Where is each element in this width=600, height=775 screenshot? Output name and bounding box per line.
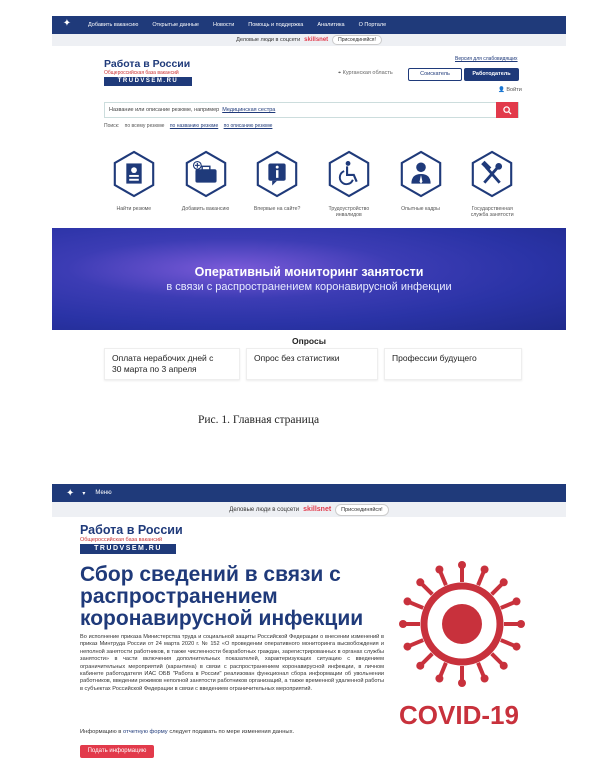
top-nav bbox=[52, 16, 566, 34]
resume-icon bbox=[110, 150, 158, 198]
report-form-link[interactable]: отчетную форму bbox=[123, 729, 168, 735]
search-example-link[interactable]: Медицинская сестра bbox=[222, 107, 276, 113]
virus-spike-tip bbox=[513, 643, 521, 651]
virus-spike-tip bbox=[517, 620, 525, 628]
top-nav-2 bbox=[52, 484, 566, 502]
poll-card-line1: Опрос без статистики bbox=[254, 353, 340, 363]
virus-spike-tip bbox=[500, 578, 508, 586]
coat-of-arms-icon[interactable]: ✦ bbox=[62, 18, 72, 29]
virus-spike-tip bbox=[416, 578, 424, 586]
brand-subtitle: Общероссийская база вакансий bbox=[80, 537, 163, 543]
label-line-1: Государственная bbox=[471, 206, 513, 212]
search-placeholder: Название или описание резюме, например bbox=[109, 107, 220, 113]
quick-link-experienced-staff[interactable] bbox=[385, 150, 457, 218]
quick-link-label bbox=[456, 206, 528, 218]
virus-spike bbox=[492, 654, 502, 664]
label-line-1: Трудоустройство bbox=[328, 206, 370, 212]
promo-text: Деловые люди в соцсети bbox=[236, 37, 301, 43]
virus-spike-tip bbox=[481, 675, 489, 683]
user-icon: 👤 bbox=[498, 87, 505, 93]
virus-spike bbox=[501, 603, 514, 608]
nav-add-vacancy[interactable]: Добавить вакансию bbox=[88, 22, 139, 28]
join-button[interactable]: Присоединяйся! bbox=[332, 35, 382, 45]
search-option-description[interactable]: по описанию резюме bbox=[223, 123, 273, 129]
virus-spike-tip bbox=[481, 565, 489, 573]
quick-link-disabled-employment[interactable] bbox=[313, 150, 385, 218]
virus-spike bbox=[478, 572, 483, 585]
heading-line-2: распространением bbox=[80, 585, 278, 608]
heading-line-1: Сбор сведений в связи с bbox=[80, 563, 341, 586]
nav-help[interactable]: Помощь и поддержка bbox=[248, 22, 304, 28]
quick-link-find-resume[interactable] bbox=[98, 150, 170, 218]
quick-link-label: Найти резюме bbox=[116, 206, 152, 212]
quick-link-label bbox=[313, 206, 385, 218]
virus-spike bbox=[441, 663, 446, 676]
brand-domain: TRUDVSEM.RU bbox=[104, 77, 192, 86]
poll-card[interactable] bbox=[246, 348, 378, 380]
heading-line-3: коронавирусной инфекции bbox=[80, 607, 364, 630]
search-icon bbox=[503, 106, 512, 115]
quick-link-employment-service[interactable] bbox=[456, 150, 528, 218]
page-heading bbox=[80, 564, 380, 630]
search-options-label: Поиск: bbox=[104, 123, 120, 129]
virus-spike-tip bbox=[403, 643, 411, 651]
virus-spike-tip bbox=[458, 561, 466, 569]
note-pre: Информацию в bbox=[80, 729, 122, 735]
briefcase-add-icon bbox=[182, 150, 230, 198]
search-input[interactable] bbox=[104, 102, 519, 118]
virus-core bbox=[442, 604, 482, 644]
search-option-title[interactable]: по названию резюме bbox=[169, 123, 219, 129]
nav-analytics[interactable]: Аналитика bbox=[317, 22, 345, 28]
person-icon bbox=[397, 150, 445, 198]
report-note bbox=[80, 729, 294, 735]
chevron-down-icon[interactable]: ▾ bbox=[82, 490, 86, 497]
employer-button[interactable]: Работодатель bbox=[464, 68, 519, 81]
virus-spike-tip bbox=[435, 565, 443, 573]
quick-links bbox=[98, 150, 528, 218]
tools-icon bbox=[468, 150, 516, 198]
virus-spike-tip bbox=[399, 620, 407, 628]
low-vision-link[interactable]: Версия для слабовидящих bbox=[455, 56, 518, 62]
banner-subtitle: в связи с распространением коронавирусной инфекции bbox=[166, 281, 452, 293]
login-link[interactable] bbox=[498, 87, 522, 93]
search-options bbox=[104, 123, 272, 129]
skillsnet-logo[interactable]: skillsnet bbox=[303, 506, 332, 513]
quick-link-label: Опытные кадры bbox=[401, 206, 440, 212]
poll-card[interactable] bbox=[104, 348, 240, 380]
brand-title: Работа в России bbox=[104, 58, 191, 70]
location-pin-icon: ⌖ bbox=[338, 70, 342, 76]
brand-domain: TRUDVSEM.RU bbox=[80, 544, 176, 554]
quick-link-first-time[interactable] bbox=[241, 150, 313, 218]
menu-link[interactable]: Меню bbox=[95, 490, 112, 496]
login-label: Войти bbox=[506, 87, 522, 93]
virus-spike bbox=[501, 640, 514, 645]
nav-news[interactable]: Новости bbox=[212, 22, 235, 28]
virus-spike bbox=[422, 654, 432, 664]
promo-bar bbox=[52, 34, 566, 46]
submit-info-button[interactable]: Подать информацию bbox=[80, 745, 154, 758]
quick-link-label: Впервые на сайте? bbox=[253, 206, 301, 212]
figure-caption: Рис. 1. Главная страница bbox=[198, 414, 320, 426]
virus-spike-tip bbox=[416, 662, 424, 670]
virus-spike-tip bbox=[513, 597, 521, 605]
poll-card-line1: Профессии будущего bbox=[392, 353, 477, 363]
brand-logo[interactable] bbox=[104, 58, 192, 86]
brand-subtitle: Общероссийская база вакансий bbox=[104, 70, 179, 76]
polls-title: Опросы bbox=[291, 336, 326, 346]
virus-spike bbox=[422, 584, 432, 594]
wheelchair-icon bbox=[325, 150, 373, 198]
coat-of-arms-icon[interactable]: ✦ bbox=[66, 487, 75, 499]
quick-link-add-vacancy[interactable] bbox=[170, 150, 242, 218]
virus-spike-tip bbox=[500, 662, 508, 670]
coronavirus-icon bbox=[398, 560, 526, 688]
search-option-all[interactable]: по всему резюме bbox=[124, 123, 165, 129]
skillsnet-logo[interactable]: skillsnet bbox=[304, 37, 329, 43]
nav-open-data[interactable]: Открытые данные bbox=[152, 22, 199, 28]
virus-spike bbox=[410, 603, 423, 608]
brand-logo-2[interactable] bbox=[80, 523, 183, 554]
seeker-button[interactable]: Соискатель bbox=[408, 68, 462, 81]
promo-bar-2 bbox=[52, 502, 566, 517]
promo-text: Деловые люди в соцсети bbox=[229, 506, 300, 513]
virus-spike-tip bbox=[435, 675, 443, 683]
virus-spike bbox=[492, 584, 502, 594]
search-button[interactable] bbox=[496, 102, 518, 118]
virus-spike-tip bbox=[458, 679, 466, 687]
monitoring-banner[interactable] bbox=[52, 228, 566, 330]
body-paragraph: Во исполнение приказа Министерства труда и социальной защиты Российской Федерации о внесении изменений в приказ Минтруда России от 24 марта 2020 г. № 152 «О проведении оперативного мониторинга высвобождения и неполной занятости работников, в также численности безработных граждан, зарегистрированных в органах службы занятости» в части включения дополнительных показателей, характеризующих ситуацию с введением ограничительных мероприятий (карантина) в связи с распространением коронавирусной инфекции, в личном кабинете работодателя ИАС ОБВ "Работа в России" реализован функционал сбора информации об увольнении работников, введении режимов неполной занятости работников организаций, а также временной удаленной работы в субъектах Российской Федерации в связи с введением ограничительных мероприятий. bbox=[80, 634, 384, 692]
note-post: следует подавать по мере изменения данных. bbox=[169, 729, 295, 735]
label-line-2: служба занятости bbox=[470, 212, 514, 218]
poll-card-line2: 30 марта по 3 апреля bbox=[112, 364, 197, 374]
poll-card-line1: Оплата нерабочих дней с bbox=[112, 353, 214, 363]
virus-spike-tip bbox=[403, 597, 411, 605]
quick-link-label: Добавить вакансию bbox=[181, 206, 230, 212]
join-button[interactable]: Присоединяйся! bbox=[335, 504, 389, 516]
info-icon bbox=[253, 150, 301, 198]
brand-title: Работа в России bbox=[80, 523, 183, 537]
virus-spike bbox=[441, 572, 446, 585]
nav-about[interactable]: О Портале bbox=[358, 22, 387, 28]
banner-title: Оперативный мониторинг занятости bbox=[194, 265, 424, 279]
covid-label: COVID-19 bbox=[399, 700, 519, 730]
region-selector[interactable] bbox=[338, 70, 393, 77]
virus-spike bbox=[478, 663, 483, 676]
poll-card[interactable] bbox=[384, 348, 522, 380]
region-label: Курганская область bbox=[342, 70, 393, 76]
label-line-2: инвалидов bbox=[335, 212, 362, 218]
virus-spike bbox=[410, 640, 423, 645]
